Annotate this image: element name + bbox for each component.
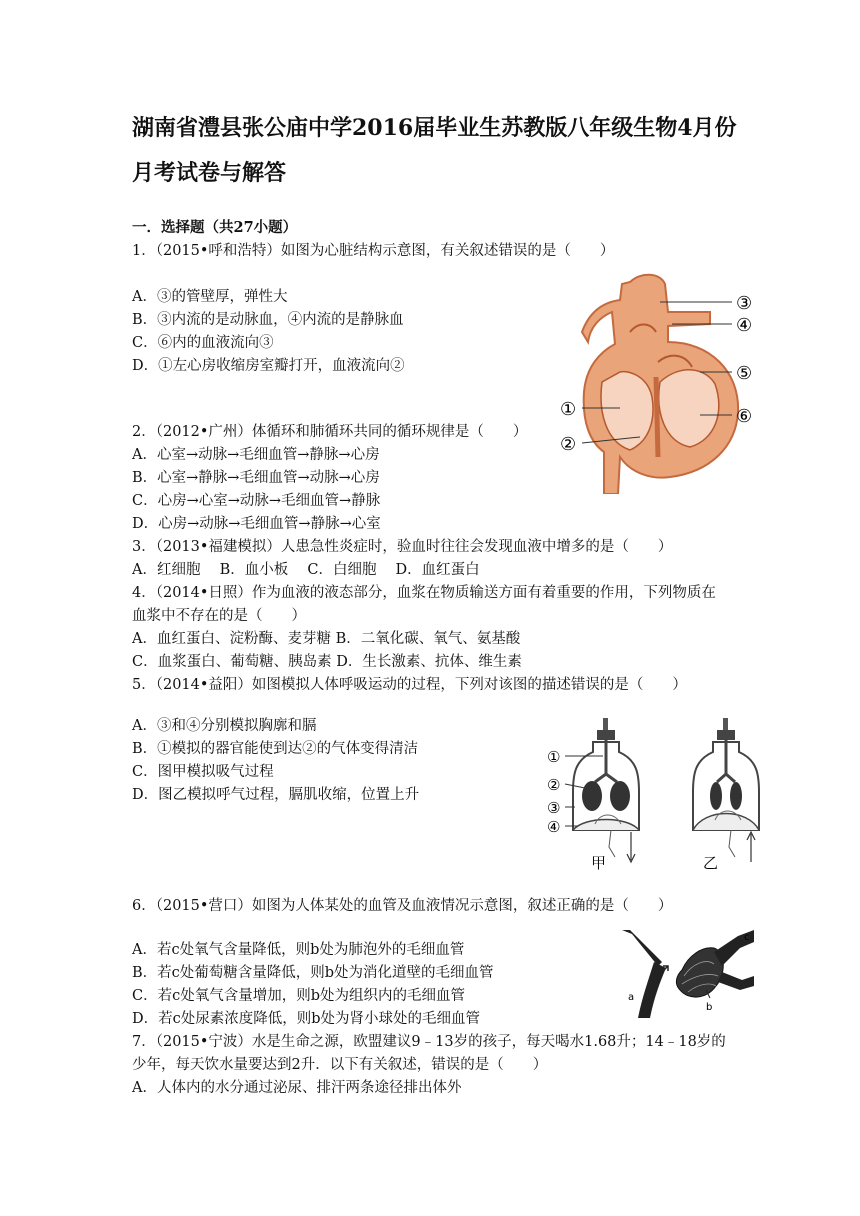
question-1-option-d: D．①左心房收缩房室瓣打开，血液流向② <box>132 358 405 374</box>
question-7-stem-line-1: 7．（2015•宁波）水是生命之源，欧盟建议9﹣13岁的孩子，每天喝水1.68升；14﹣18岁的 <box>132 1034 726 1050</box>
model-label-1: ① <box>547 748 561 766</box>
question-4-options-ab: A．血红蛋白、淀粉酶、麦芽糖 B．二氧化碳、氧气、氨基酸 <box>132 631 521 647</box>
question-6-option-c: C．若c处氧气含量增加，则b处为组织内的毛细血管 <box>132 988 465 1004</box>
question-5-option-b: B．①模拟的器官能使到达②的气体变得清洁 <box>132 741 419 757</box>
question-4-stem-line-1: 4．（2014•日照）作为血液的液态部分，血浆在物质输送方面有着重要的作用，下列物质在 <box>132 585 716 601</box>
heart-diagram <box>560 272 760 494</box>
question-2-option-d: D．心房→动脉→毛细血管→静脉→心室 <box>132 516 381 532</box>
heart-label-2: ② <box>560 434 577 455</box>
question-1-stem: 1．（2015•呼和浩特）如图为心脏结构示意图，有关叙述错误的是（ ） <box>132 243 615 259</box>
question-6-option-b: B．若c处葡萄糖含量降低，则b处为消化道壁的毛细血管 <box>132 965 494 981</box>
question-1-option-a: A．③的管壁厚，弹性大 <box>132 289 288 305</box>
model-label-2: ② <box>547 776 561 794</box>
document-title-line-2: 月考试卷与解答 <box>132 160 287 186</box>
vessel-label-a: a <box>628 992 635 1003</box>
question-4-stem-line-2: 血浆中不存在的是（ ） <box>132 608 306 624</box>
question-6-option-d: D．若c处尿素浓度降低，则b处为肾小球处的毛细血管 <box>132 1011 481 1027</box>
heart-label-4: ④ <box>736 315 753 336</box>
heart-label-1: ① <box>560 399 577 420</box>
model-label-4: ④ <box>547 818 561 836</box>
question-6-stem: 6．（2015•营口）如图为人体某处的血管及血液情况示意图，叙述正确的是（ ） <box>132 898 673 914</box>
question-3-options: A．红细胞 B．血小板 C．白细胞 D．血红蛋白 <box>132 562 480 578</box>
heart-label-6: ⑥ <box>736 406 753 427</box>
question-7-option-a: A．人体内的水分通过泌尿、排汗两条途径排出体外 <box>132 1080 462 1096</box>
question-2-option-b: B．心室→静脉→毛细血管→动脉→心房 <box>132 470 380 486</box>
question-5-option-c: C．图甲模拟吸气过程 <box>132 764 274 780</box>
vessel-label-c: c <box>744 932 750 943</box>
document-title-line-1: 湖南省澧县张公庙中学2016届毕业生苏教版八年级生物4月份 <box>132 115 737 141</box>
question-4-options-cd: C．血浆蛋白、葡萄糖、胰岛素 D．生长激素、抗体、维生素 <box>132 654 522 670</box>
question-5-stem: 5．（2014•益阳）如图模拟人体呼吸运动的过程，下列对该图的描述错误的是（ ） <box>132 677 687 693</box>
heart-label-3: ③ <box>736 293 753 314</box>
question-7-stem-line-2: 少年，每天饮水量要达到2升．以下有关叙述，错误的是（ ） <box>132 1057 548 1073</box>
question-2-option-c: C．心房→心室→动脉→毛细血管→静脉 <box>132 493 381 509</box>
model-caption-jia: 甲 <box>591 854 607 872</box>
breathing-model-diagram <box>545 712 775 877</box>
capillary-diagram <box>618 926 756 1018</box>
heart-label-5: ⑤ <box>736 363 753 384</box>
question-6-option-a: A．若c处氧气含量降低，则b处为肺泡外的毛细血管 <box>132 942 465 958</box>
heart-illustration <box>582 275 738 494</box>
question-1-option-c: C．⑥内的血液流向③ <box>132 335 274 351</box>
question-2-option-a: A．心室→动脉→毛细血管→静脉→心房 <box>132 447 380 463</box>
vessel-label-b: b <box>706 1002 713 1013</box>
question-2-stem: 2．（2012•广州）体循环和肺循环共同的循环规律是（ ） <box>132 424 528 440</box>
question-3-stem: 3．（2013•福建模拟）人患急性炎症时，验血时往往会发现血液中增多的是（ ） <box>132 539 673 555</box>
question-5-option-d: D．图乙模拟呼气过程，膈肌收缩，位置上升 <box>132 787 420 803</box>
bell-jar-left <box>573 718 639 862</box>
section-heading: 一．选择题（共27小题） <box>132 219 298 236</box>
capillary-illustration <box>622 930 754 1018</box>
bell-jar-right <box>693 718 759 862</box>
question-5-option-a: A．③和④分别模拟胸廓和膈 <box>132 718 317 734</box>
model-label-3: ③ <box>547 799 561 817</box>
model-caption-yi: 乙 <box>703 854 719 872</box>
question-1-option-b: B．③内流的是动脉血，④内流的是静脉血 <box>132 312 404 328</box>
